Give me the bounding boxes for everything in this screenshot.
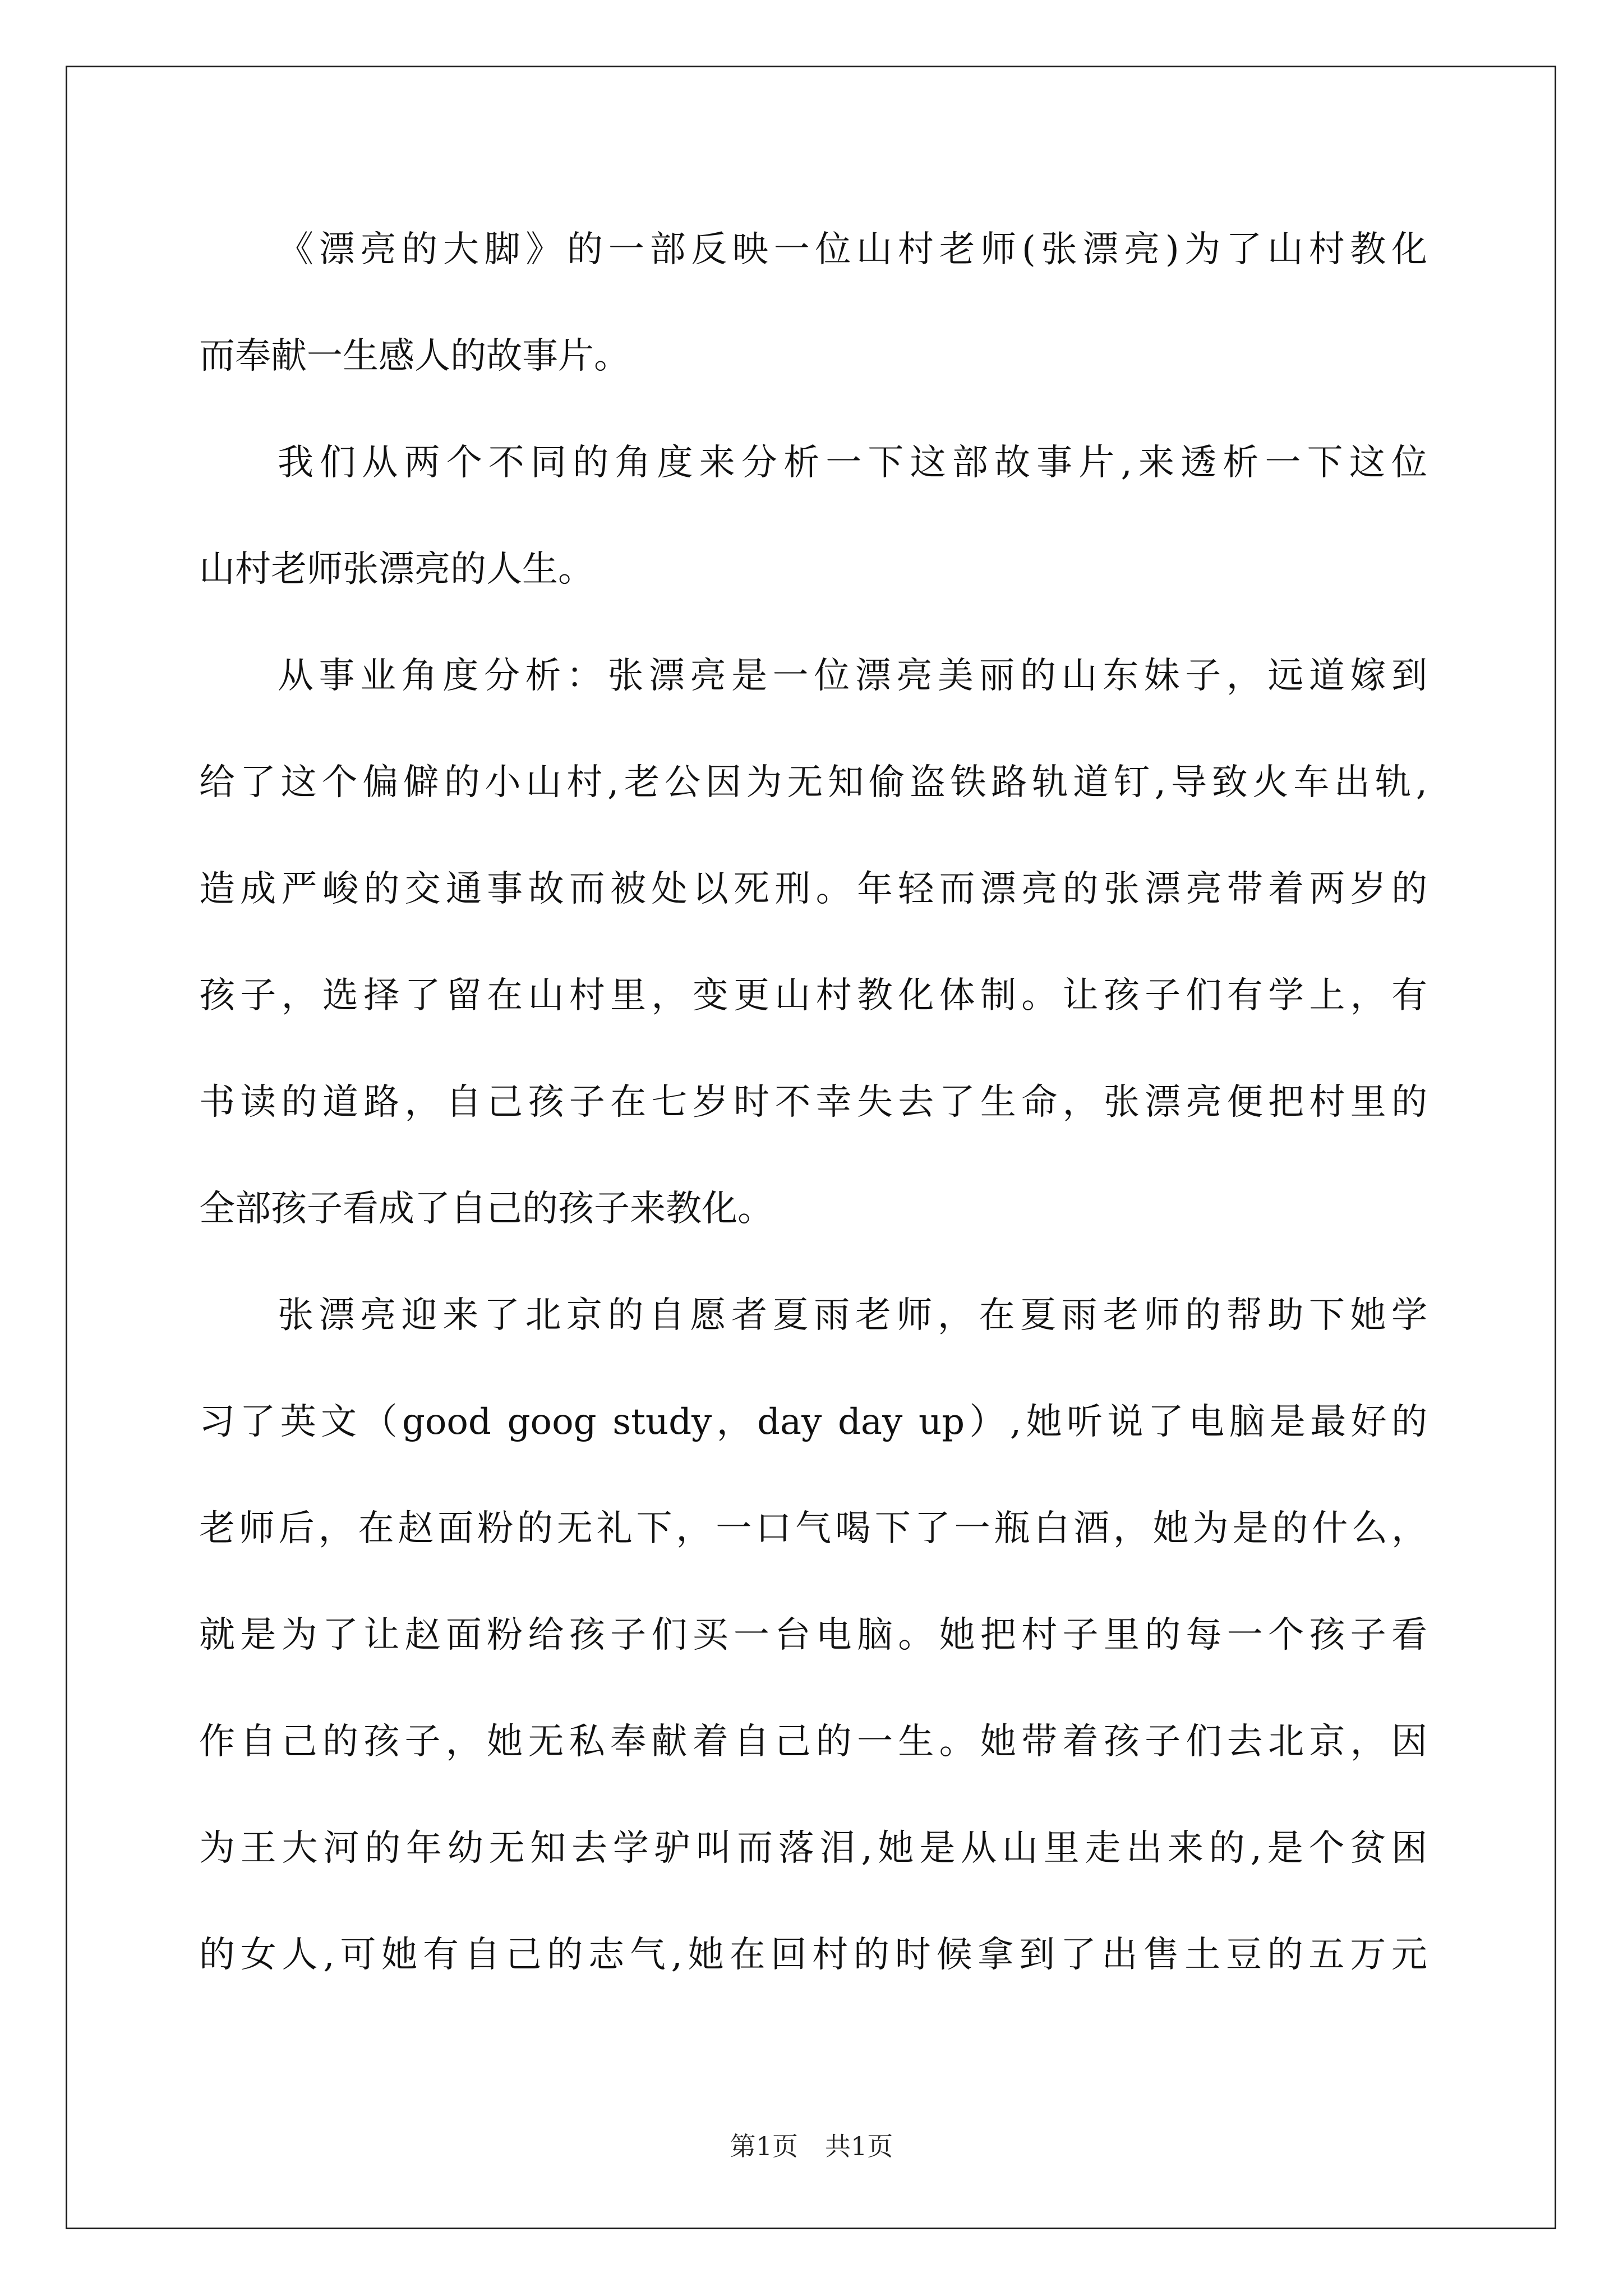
text-line: 而奉献一生感人的故事片。 <box>199 335 630 377</box>
text-line: 习了英文（good goog study，day day up）,她听说了电脑是最好的 <box>199 1401 1427 1443</box>
text-line: 老师后，在赵面粉的无礼下，一口气喝下了一瓶白酒，她为是的什么， <box>199 1508 1427 1549</box>
text-line: 的女人,可她有自己的志气,她在回村的时候拿到了出售土豆的五万元 <box>199 1934 1427 1976</box>
document-body <box>199 216 1427 2028</box>
text-line: 我们从两个不同的角度来分析一下这部故事片,来透析一下这位 <box>278 442 1427 484</box>
page-footer <box>0 2126 1623 2163</box>
text-line: 给了这个偏僻的小山村,老公因为无知偷盗铁路轨道钉,导致火车出轨, <box>199 762 1427 803</box>
text-line: 为王大河的年幼无知去学驴叫而落泪,她是从山里走出来的,是个贫困 <box>199 1828 1427 1869</box>
text-line: 作自己的孩子，她无私奉献着自己的一生。她带着孩子们去北京，因 <box>199 1721 1427 1763</box>
text-line: 山村老师张漂亮的人生。 <box>199 549 594 590</box>
text-line: 书读的道路，自己孩子在七岁时不幸失去了生命，张漂亮便把村里的 <box>199 1082 1427 1123</box>
page-number: 第1页 <box>730 2131 798 2161</box>
text-line: 孩子，选择了留在山村里，变更山村教化体制。让孩子们有学上，有 <box>199 975 1427 1016</box>
page-total: 共1页 <box>825 2131 893 2161</box>
text-line: 从事业角度分析：张漂亮是一位漂亮美丽的山东妹子，远道嫁到 <box>278 655 1427 697</box>
text-line: 造成严峻的交通事故而被处以死刑。年轻而漂亮的张漂亮带着两岁的 <box>199 868 1427 910</box>
text-line: 《漂亮的大脚》的一部反映一位山村老师(张漂亮)为了山村教化 <box>278 229 1427 270</box>
text-line: 全部孩子看成了自己的孩子来教化。 <box>199 1188 773 1230</box>
text-line: 就是为了让赵面粉给孩子们买一台电脑。她把村子里的每一个孩子看 <box>199 1614 1427 1656</box>
text-line: 张漂亮迎来了北京的自愿者夏雨老师，在夏雨老师的帮助下她学 <box>278 1295 1427 1336</box>
